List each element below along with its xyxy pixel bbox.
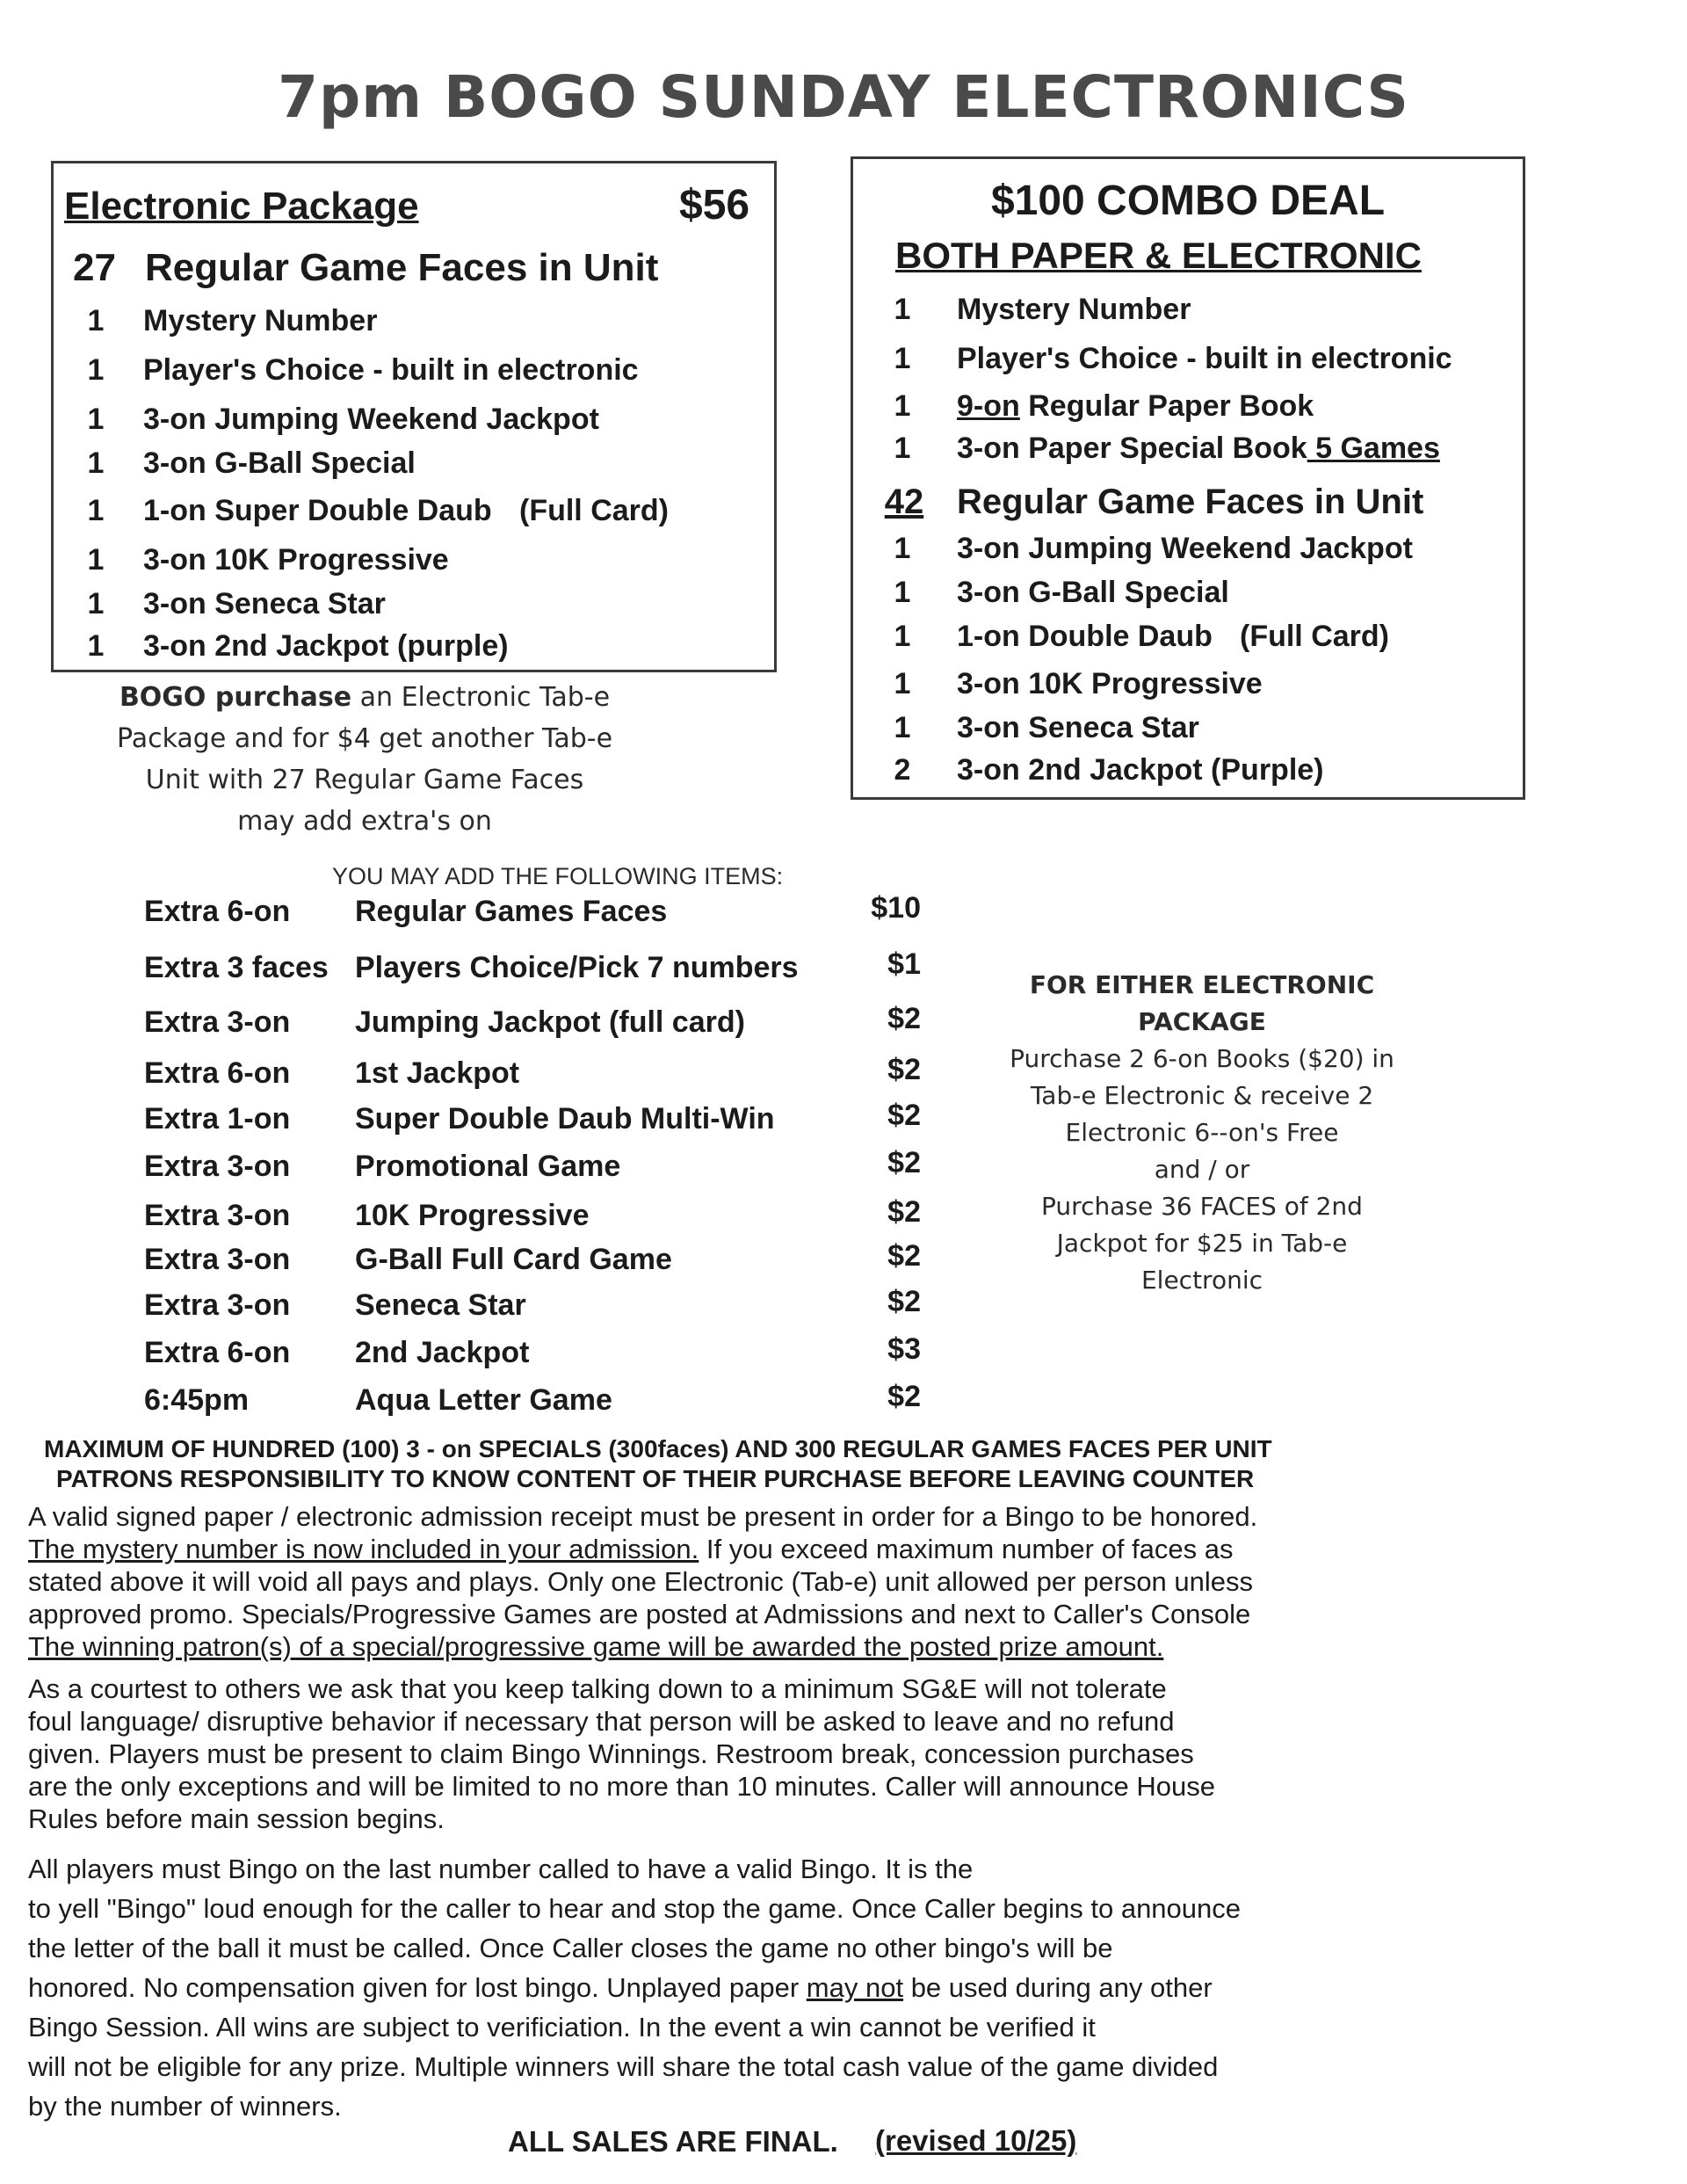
extra-item: Players Choice/Pick 7 numbers [355,951,799,984]
rules-paragraph-1 [28,1500,1416,1663]
extra-price: $2 [887,1285,921,1318]
item-label-group [957,342,1452,376]
bogo-note [88,677,641,842]
extra-qty: Extra 3-on [144,1243,291,1276]
package-item [54,304,774,339]
rules-line: by the number of winners. [28,2091,342,2122]
extra-price: $1 [887,947,921,981]
extra-row [0,1380,967,1422]
item-label-group [957,532,1413,566]
rules-line: A valid signed paper / electronic admission receipt must be present in order for a Bingo to be honored. [28,1501,1258,1532]
combo-item [853,753,1521,792]
extra-price: $2 [887,1053,921,1086]
rules-line: Rules before main session begins. [28,1803,445,1834]
extra-qty: Extra 3-on [144,1150,291,1183]
bogo-line3: Unit with 27 Regular Game Faces [145,765,584,795]
extra-qty: 6:45pm [144,1383,250,1417]
item-qty: 1 [894,389,911,423]
rules-line: approved promo. Specials/Progressive Games are posted at Admissions and next to Caller's Console [28,1599,1251,1629]
package-item [54,629,774,664]
combo-deal-box [851,156,1525,800]
either-line: Tab-e Electronic & receive 2 [1030,1081,1374,1110]
rules-line: All players must Bingo on the last number called to have a valid Bingo. It is the [28,1854,974,1884]
item-label-group [957,620,1213,654]
either-line: Purchase 36 FACES of 2nd [1041,1192,1363,1221]
extra-qty: Extra 6-on [144,895,291,928]
combo-item [853,483,1521,521]
either-heading-1: FOR EITHER ELECTRONIC [1029,970,1375,999]
bogo-line2: Package and for $4 get another Tab-e [116,723,613,754]
either-line: Electronic [1140,1266,1263,1295]
item-label-group [957,293,1191,327]
extra-row [0,1146,967,1188]
item-qty: 1 [894,432,911,465]
combo-item [853,620,1521,658]
extra-item: 1st Jackpot [355,1056,520,1090]
item-label: 3-on G-Ball Special [143,446,416,480]
rules-line: foul language/ disruptive behavior if necessary that person will be asked to leave and no refund [28,1706,1175,1737]
item-qty: 1 [87,353,105,387]
item-label: Player's Choice - built in electronic [957,342,1452,375]
extra-item: Seneca Star [355,1288,526,1322]
item-label-group [957,483,1423,522]
item-suffix: 5 Games [1307,432,1440,465]
item-qty: 1 [894,532,911,565]
item-label: Regular Game Faces in Unit [957,483,1424,521]
all-sales-final: ALL SALES ARE FINAL. [508,2125,838,2158]
item-label: 3-on Seneca Star [143,587,386,620]
item-qty: 1 [894,342,911,375]
rules-paragraph-3 [28,1849,1416,2126]
package-item [54,353,774,388]
extra-price: $2 [887,1146,921,1179]
item-note: (Full Card) [519,494,669,527]
package-item [54,446,774,482]
rules-line: to yell "Bingo" loud enough for the caller to hear and stop the game. Once Caller begins to announce [28,1893,1242,1924]
combo-item [853,293,1521,331]
extra-qty: Extra 1-on [144,1102,291,1136]
item-label: 3-on 10K Progressive [957,667,1263,700]
item-qty: 1 [87,304,105,337]
extra-row [0,1053,967,1095]
prize-note: The winning patron(s) of a special/progressive game will be awarded the posted prize amount. [28,1631,1164,1662]
extra-item: Super Double Daub Multi-Win [355,1102,775,1136]
extra-qty: Extra 3-on [144,1288,291,1322]
item-label: 3-on Jumping Weekend Jackpot [957,532,1413,565]
item-label: Regular Paper Book [1019,389,1314,423]
item-qty: 1 [894,667,911,700]
item-qty: 1 [87,543,105,577]
item-label-group [957,389,1314,424]
extra-item: Promotional Game [355,1150,621,1183]
package-item [54,543,774,578]
revised-date: (revised 10/25) [875,2124,1077,2157]
extra-row [0,1002,967,1044]
item-qty: 1 [894,711,911,744]
mystery-number-note: The mystery number is now included in your admission. [28,1534,699,1564]
rules-line: will not be eligible for any prize. Multiple winners will share the total cash value of the game divided [28,2051,1219,2082]
extra-qty: Extra 6-on [144,1336,291,1369]
item-qty: 1 [87,494,105,527]
extra-item: Jumping Jackpot (full card) [355,1005,745,1039]
either-line: Electronic 6--on's Free [1065,1118,1339,1147]
extra-row [0,947,967,990]
extra-qty: Extra 3-on [144,1199,291,1232]
item-label: 3-on G-Ball Special [957,576,1229,609]
extra-price: $2 [887,1239,921,1273]
extra-row [0,1285,967,1327]
extra-item: Aqua Letter Game [355,1383,612,1417]
package-item [54,494,774,529]
maximum-notice: MAXIMUM OF HUNDRED (100) 3 - on SPECIALS (300faces) AND 300 REGULAR GAMES FACES PER UNIT [44,1435,1272,1462]
item-label: Mystery Number [957,293,1191,326]
extra-item: G-Ball Full Card Game [355,1243,672,1276]
item-note: (Full Card) [1240,620,1389,653]
item-label-group [957,711,1199,745]
combo-item [853,342,1521,381]
item-label: 1-on Super Double Daub [143,494,492,527]
rules-line: Bingo Session. All wins are subject to verificiation. In the event a win cannot be verified it [28,2012,1096,2043]
either-package-note [982,967,1422,1299]
item-qty: 1 [894,620,911,653]
bogo-lead: BOGO purchase [119,682,352,713]
rules-line: As a courtest to others we ask that you keep talking down to a minimum SG&E will not tolerate [28,1673,1167,1704]
item-qty: 42 [884,483,924,521]
either-line: and / or [1154,1155,1250,1184]
rules-line: given. Players must be present to claim Bingo Winnings. Restroom break, concession purchases [28,1738,1194,1769]
extra-item: 2nd Jackpot [355,1336,530,1369]
extra-item: 10K Progressive [355,1199,590,1232]
either-heading-2: PACKAGE [1138,1007,1266,1036]
item-label: 3-on 2nd Jackpot (Purple) [957,753,1324,787]
combo-item [853,576,1521,614]
item-label: 3-on Jumping Weekend Jackpot [143,403,599,436]
item-qty: 1 [87,629,105,663]
item-label: Player's Choice - built in electronic [143,353,639,387]
extra-qty: Extra 3 faces [144,951,329,984]
package-item [54,403,774,438]
extra-row [0,1332,967,1375]
extra-row [0,1099,967,1141]
extra-row [0,1195,967,1237]
item-label: 3-on Seneca Star [957,711,1199,744]
extra-row [0,1239,967,1281]
electronic-package-price: $56 [679,182,750,229]
rules-line: honored. No compensation given for lost bingo. Unplayed paper [28,1972,807,2003]
combo-item [853,389,1521,428]
extra-price: $2 [887,1002,921,1035]
item-label: 3-on 2nd Jackpot (purple) [143,629,509,663]
item-qty: 1 [87,587,105,620]
may-not-emphasis: may not [806,1972,904,2003]
item-label-group [957,432,1440,466]
electronic-package-box [51,161,777,672]
combo-heading: $100 COMBO DEAL [990,178,1386,224]
combo-item [853,667,1521,706]
faces-count: 27 [73,246,116,289]
item-qty: 2 [894,753,911,787]
rules-paragraph-2 [28,1672,1416,1835]
combo-item [853,711,1521,750]
item-qty: 1 [894,293,911,326]
extra-qty: Extra 3-on [144,1005,291,1039]
electronic-package-heading: Electronic Package [64,185,419,228]
rules-line: are the only exceptions and will be limited to no more than 10 minutes. Caller will announce House [28,1771,1215,1802]
package-item [54,587,774,622]
item-label-group [957,753,1324,787]
either-line: Purchase 2 6-on Books ($20) in [1010,1044,1394,1073]
combo-subheading: BOTH PAPER & ELECTRONIC [895,235,1422,276]
faces-label: Regular Game Faces in Unit [145,246,659,289]
item-label-group [957,667,1263,701]
item-label: Mystery Number [143,304,378,337]
combo-item [853,532,1521,570]
rules-line: If you exceed maximum number of faces as [699,1534,1234,1564]
combo-item [853,432,1521,470]
item-prefix: 9-on [957,389,1020,423]
extra-row [0,891,967,933]
page-title: 7pm BOGO SUNDAY ELECTRONICS [278,63,1409,131]
item-qty: 1 [87,403,105,436]
item-qty: 1 [87,446,105,480]
extra-qty: Extra 6-on [144,1056,291,1090]
item-label: 1-on Double Daub [957,620,1213,653]
bogo-line4: may add extra's on [237,806,492,837]
extra-price: $2 [887,1195,921,1229]
extra-price: $2 [887,1380,921,1413]
either-line: Jackpot for $25 in Tab-e [1056,1229,1348,1258]
extra-price: $10 [871,891,921,925]
item-label: 3-on 10K Progressive [143,543,449,577]
extra-price: $3 [887,1332,921,1366]
rules-line: be used during any other [903,1972,1213,2003]
responsibility-notice: PATRONS RESPONSIBILITY TO KNOW CONTENT OF THEIR PURCHASE BEFORE LEAVING COUNTER [56,1465,1255,1492]
extra-item: Regular Games Faces [355,895,668,928]
extra-price: $2 [887,1099,921,1132]
rules-line: the letter of the ball it must be called. Once Caller closes the game no other bingo's will be [28,1933,1113,1963]
item-label: 3-on Paper Special Book [957,432,1307,465]
extras-heading: YOU MAY ADD THE FOLLOWING ITEMS: [332,863,784,889]
item-qty: 1 [894,576,911,609]
item-label-group [957,576,1229,610]
rules-line: stated above it will void all pays and plays. Only one Electronic (Tab-e) unit allowed per person unless [28,1566,1254,1597]
bogo-line1: an Electronic Tab-e [351,682,611,713]
